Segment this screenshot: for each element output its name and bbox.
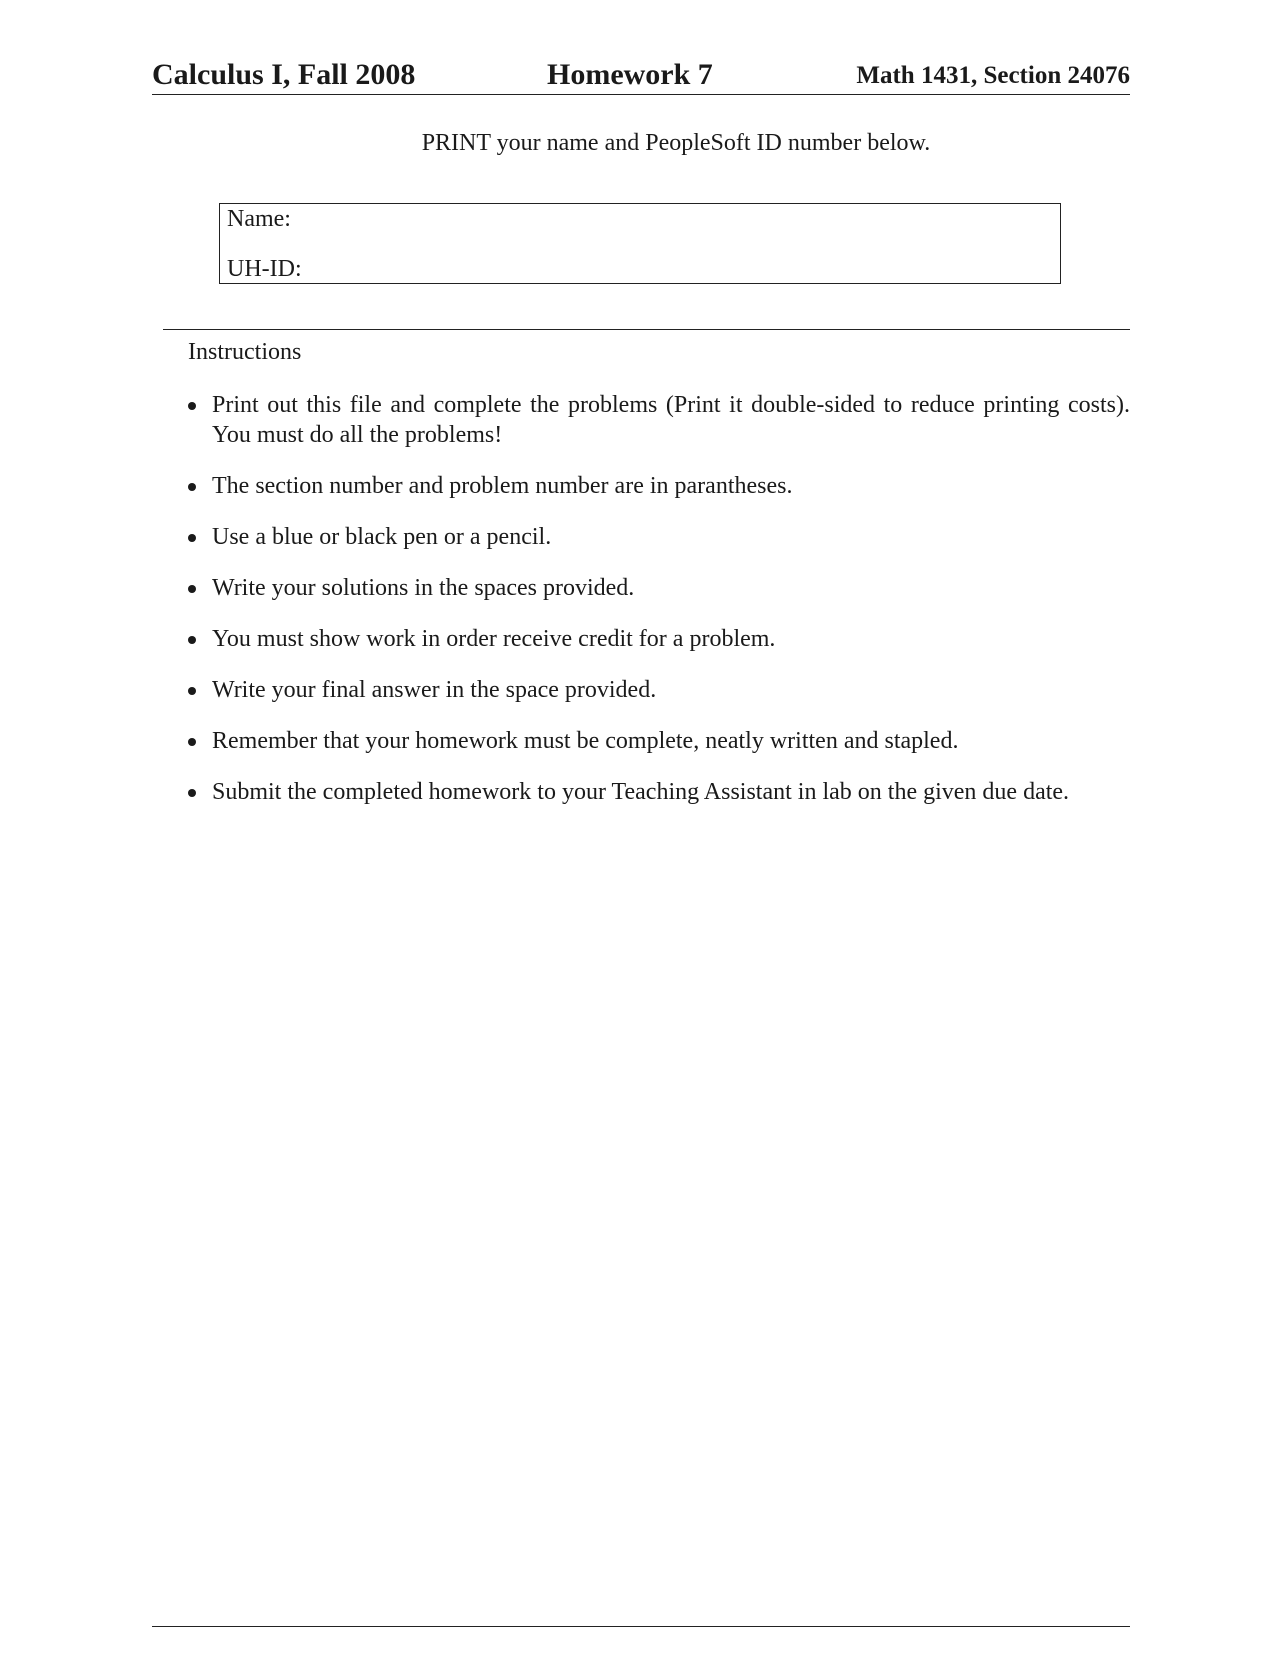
- list-item-text: Use a blue or black pen or a pencil.: [212, 524, 552, 550]
- bullet-icon: [188, 636, 196, 644]
- list-item: [188, 726, 1130, 756]
- uhid-field-label: UH-ID:: [227, 256, 302, 282]
- list-item: [188, 777, 1130, 807]
- list-item: [188, 471, 1130, 501]
- course-title: Calculus I, Fall 2008: [152, 58, 416, 91]
- instructions-heading: Instructions: [188, 339, 302, 365]
- list-item: [188, 675, 1130, 705]
- list-item: [188, 522, 1130, 552]
- list-item-text: Remember that your homework must be complete, neatly written and stapled.: [212, 728, 959, 754]
- instructions-list: [188, 390, 1130, 828]
- student-id-box: [219, 203, 1061, 284]
- bullet-icon: [188, 738, 196, 746]
- section-divider: [163, 329, 1130, 330]
- print-instruction-text: PRINT your name and PeopleSoft ID number below.: [421, 130, 931, 156]
- bullet-icon: [188, 789, 196, 797]
- section-info: Math 1431, Section 24076: [856, 62, 1130, 89]
- list-item-text: The section number and problem number are in parantheses.: [212, 473, 793, 499]
- print-instruction: [0, 130, 1280, 157]
- homework-title: Homework 7: [547, 58, 713, 91]
- bullet-icon: [188, 585, 196, 593]
- list-item-text: You must show work in order receive credit for a problem.: [212, 626, 776, 652]
- list-item: [188, 573, 1130, 603]
- list-item: [188, 390, 1130, 450]
- bullet-icon: [188, 483, 196, 491]
- name-field-label: Name:: [227, 206, 291, 232]
- list-item-text: Submit the completed homework to your Teaching Assistant in lab on the given due date.: [212, 779, 1070, 805]
- list-item-text: Print out this file and complete the problems (Print it double-sided to reduce printing costs). You must do all the problems!: [212, 392, 1130, 448]
- list-item-text: Write your solutions in the spaces provided.: [212, 575, 635, 601]
- bullet-icon: [188, 534, 196, 542]
- list-item-text: Write your final answer in the space provided.: [212, 677, 657, 703]
- bullet-icon: [188, 687, 196, 695]
- page-header: [152, 52, 1130, 95]
- bullet-icon: [188, 402, 196, 410]
- footer-rule: [152, 1626, 1130, 1627]
- list-item: [188, 624, 1130, 654]
